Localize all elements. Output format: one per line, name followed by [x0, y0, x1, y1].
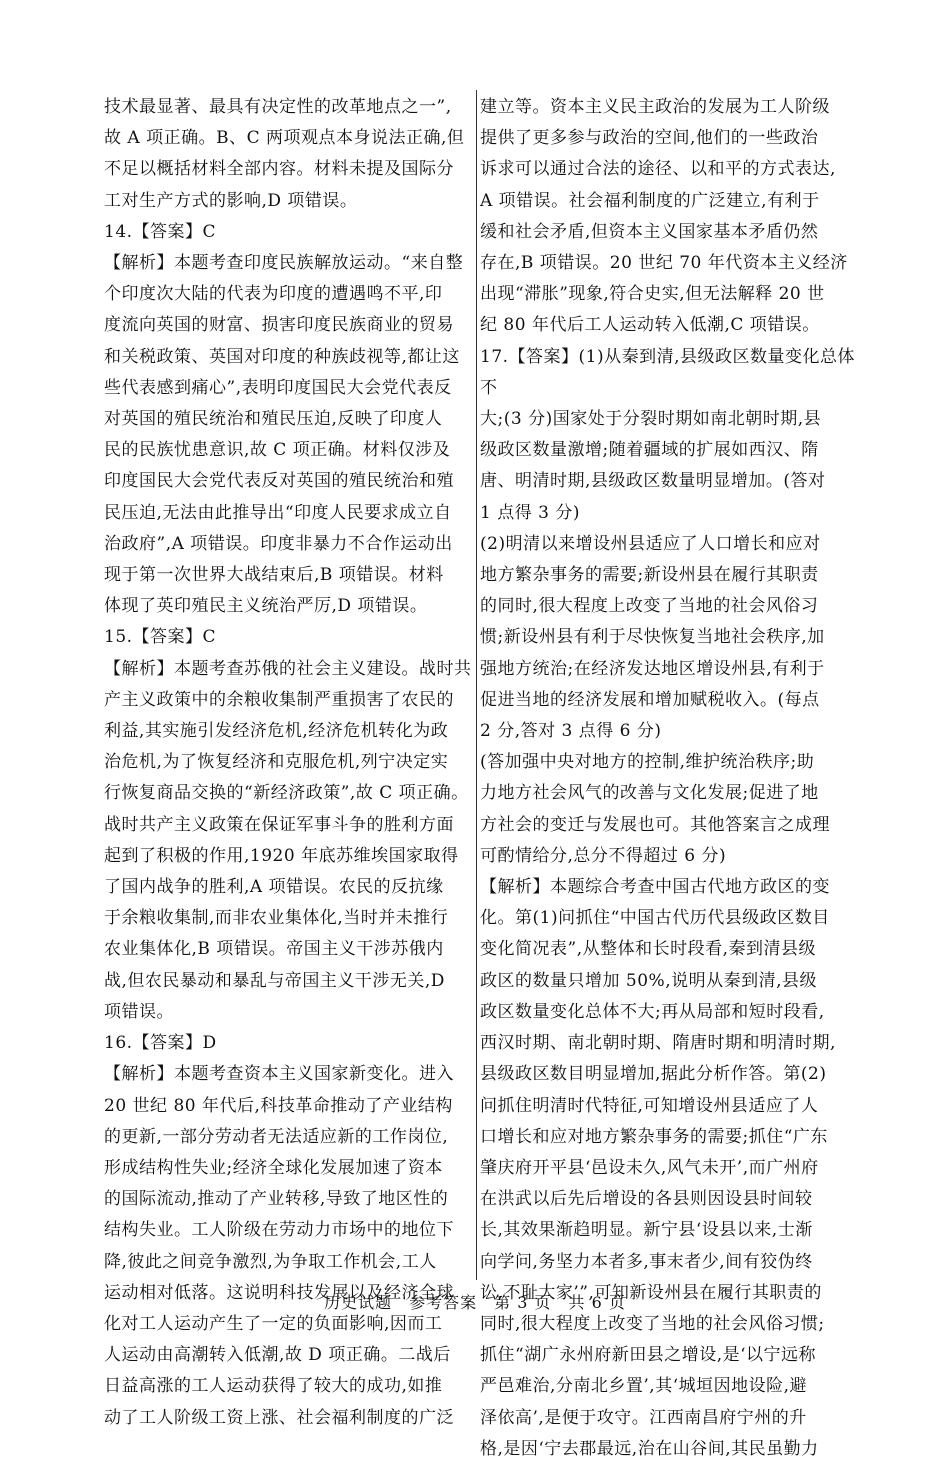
text-line: 问抓住明清时代特征,可知增设州县适应了人 [480, 1095, 819, 1116]
text-line: 于余粮收集制,而非农业集体化,当时并未推行 [104, 908, 449, 929]
text-line: 大;(3 分)国家处于分裂时期如南北朝时期,县 [480, 409, 822, 430]
text-line: 工对生产方式的影响,D 项错误。 [104, 190, 358, 211]
text-line: 17.【答案】(1)从秦到清,县级政区数量变化总体不 [480, 346, 856, 398]
text-line: 同时,很大程度上改变了当地的社会风俗习惯; [480, 1313, 825, 1334]
text-line: 和关税政策、英国对印度的种族歧视等,都让这 [104, 346, 460, 367]
text-line: 讼,不耻大家’”,可知新设州县在履行其职责的 [480, 1282, 822, 1303]
text-line: 民的民族忧患意识,故 C 项正确。材料仅涉及 [104, 440, 451, 461]
text-line: (2)明清以来增设州县适应了人口增长和应对 [480, 533, 821, 554]
text-line: 运动相对低落。这说明科技发展以及经济全球 [104, 1282, 454, 1303]
text-line: 诉求可以通过合法的途径、以和平的方式表达, [480, 159, 836, 180]
left-column [104, 92, 472, 1434]
text-line: 【解析】本题考查资本主义国家新变化。进入 [104, 1064, 454, 1085]
text-line: 存在,B 项错误。20 世纪 70 年代资本主义经济 [480, 253, 848, 274]
text-line: 了国内战争的胜利,A 项错误。农民的反抗缘 [104, 877, 444, 898]
text-line: 提供了更多参与政治的空间,他们的一些政治 [480, 128, 819, 149]
text-line: 现于第一次世界大战结束后,B 项错误。材料 [104, 565, 444, 586]
text-line: 力地方社会风气的改善与文化发展;促进了地 [480, 783, 819, 804]
text-line: 民压迫,无法由此推导出“印度人民要求成立自 [104, 502, 452, 523]
text-line: 的同时,很大程度上改变了当地的社会风俗习 [480, 596, 819, 617]
text-line: (答加强中央对地方的控制,维护统治秩序;助 [480, 752, 815, 773]
text-line: 化对工人运动产生了一定的负面影响,因而工 [104, 1313, 443, 1334]
text-line: 缓和社会矛盾,但资本主义国家基本矛盾仍然 [480, 221, 819, 242]
text-line: 唐、明清时期,县级政区数量明显增加。(答对 [480, 471, 826, 492]
text-line: 行恢复商品交换的“新经济政策”,故 C 项正确。 [104, 783, 469, 804]
text-line: 的更新,一部分劳动者无法适应新的工作岗位, [104, 1126, 449, 1147]
text-line: 泽依高’,是便于攻守。江西南昌府宁州的升 [480, 1407, 807, 1428]
text-line: 强地方统治;在经济发达地区增设州县,有利于 [480, 658, 825, 679]
text-line: 肇庆府开平县‘邑设未久,风气未开’,而广州府 [480, 1157, 819, 1178]
text-line: 16.【答案】D [104, 1033, 217, 1054]
text-line: 政区的数量只增加 50%,说明从秦到清,县级 [480, 970, 817, 991]
text-line: 级政区数量激增;随着疆域的扩展如西汉、隋 [480, 440, 819, 461]
text-line: 方社会的变迁与发展也可。其他答案言之成理 [480, 814, 830, 835]
text-line: 故 A 项正确。B、C 两项观点本身说法正确,但 [104, 128, 465, 149]
text-line: 口增长和应对地方繁杂事务的需要;抓住“广东 [480, 1126, 828, 1147]
page-footer: 历史试题 参考答案 第 3 页 共 6 页 [324, 1293, 626, 1312]
text-line: 化。第(1)问抓住“中国古代历代县级政区数目 [480, 908, 830, 929]
text-line: 【解析】本题考查苏俄的社会主义建设。战时共 [104, 658, 472, 679]
text-line: 人运动由高潮转入低潮,故 D 项正确。二战后 [104, 1345, 451, 1366]
text-line: 长,其效果渐趋明显。新宁县‘设县以来,士渐 [480, 1220, 813, 1241]
text-line: 地方繁杂事务的需要;新设州县在履行其职责 [480, 565, 819, 586]
text-line: 对英国的殖民统治和殖民压迫,反映了印度人 [104, 409, 443, 430]
text-line: 1 点得 3 分) [480, 502, 580, 523]
text-line: 度流向英国的财富、损害印度民族商业的贸易 [104, 315, 454, 336]
text-line: 格,是因‘宁去郡最远,治在山谷间,其民虽勤力 [480, 1438, 819, 1459]
text-line: 技术最显著、最具有决定性的改革地点之一”, [104, 97, 452, 117]
text-line: A 项错误。社会福利制度的广泛建立,有利于 [480, 190, 820, 211]
text-line: 在洪武以后先后增设的各县则因设县时间较 [480, 1189, 813, 1210]
text-line: 形成结构性失业;经济全球化发展加速了资本 [104, 1157, 443, 1178]
text-line: 向学问,务坚力本者多,事末者少,间有狡伪终 [480, 1251, 813, 1272]
text-line: 结构失业。工人阶级在劳动力市场中的地位下 [104, 1220, 454, 1241]
right-column [480, 92, 856, 1465]
text-line: 动了工人阶级工资上涨、社会福利制度的广泛 [104, 1407, 454, 1428]
text-line: 可酌情给分,总分不得超过 6 分) [480, 845, 727, 866]
text-line: 变化简况表”,从整体和长时段看,秦到清县级 [480, 939, 816, 960]
text-line: 降,彼此之间竞争激烈,为争取工作机会,工人 [104, 1251, 437, 1272]
text-line: 【解析】本题考查印度民族解放运动。“来自整 [104, 253, 464, 274]
text-line: 印度国民大会党代表反对英国的殖民统治和殖 [104, 471, 454, 492]
text-line: 日益高涨的工人运动获得了较大的成功,如推 [104, 1376, 443, 1397]
text-line: 产主义政策中的余粮收集制严重损害了农民的 [104, 689, 454, 710]
text-line: 起到了积极的作用,1920 年底苏维埃国家取得 [104, 845, 459, 866]
text-line: 不足以概括材料全部内容。材料未提及国际分 [104, 159, 454, 180]
text-line: 战,但农民暴动和暴乱与帝国主义干涉无关,D [104, 970, 445, 991]
text-line: 体现了英印殖民主义统治严厉,D 项错误。 [104, 596, 428, 617]
text-line: 项错误。 [104, 1001, 174, 1022]
text-line: 治政府”,A 项错误。印度非暴力不合作运动出 [104, 533, 453, 554]
text-line: 个印度次大陆的代表为印度的遭遇鸣不平,印 [104, 284, 443, 305]
text-line: 政区数量变化总体不大;再从局部和短时段看, [480, 1001, 825, 1022]
text-line: 农业集体化,B 项错误。帝国主义干涉苏俄内 [104, 939, 444, 960]
text-line: 利益,其实施引发经济危机,经济危机转化为政 [104, 721, 449, 742]
text-line: 2 分,答对 3 点得 6 分) [480, 721, 662, 742]
text-line: 14.【答案】C [104, 221, 217, 242]
text-line: 建立等。资本主义民主政治的发展为工人阶级 [480, 97, 830, 117]
text-line: 促进当地的经济发展和增加赋税收入。(每点 [480, 689, 820, 710]
text-line: 抓住“湖广永州府新田县之增设,是‘以宁远称 [480, 1345, 816, 1366]
text-line: 15.【答案】C [104, 627, 217, 648]
text-line: 纪 80 年代后工人运动转入低潮,C 项错误。 [480, 315, 820, 336]
text-line: 【解析】本题综合考查中国古代地方政区的变 [480, 877, 830, 898]
text-line: 20 世纪 80 年代后,科技革命推动了产业结构 [104, 1095, 453, 1116]
text-line: 县级政区数目明显增加,据此分析作答。第(2) [480, 1064, 827, 1085]
text-line: 治危机,为了恢复经济和克服危机,列宁决定实 [104, 752, 449, 773]
text-line: 战时共产主义政策在保证军事斗争的胜利方面 [104, 814, 454, 835]
text-line: 些代表感到痛心”,表明印度国民大会党代表反 [104, 377, 452, 398]
text-line: 西汉时期、南北朝时期、隋唐时期和明清时期, [480, 1033, 836, 1054]
text-line: 严邑难治,分南北乡置’,其‘城垣因地设险,避 [480, 1376, 808, 1397]
column-divider [476, 90, 477, 1280]
text-line: 出现“滞胀”现象,符合史实,但无法解释 20 世 [480, 284, 825, 305]
text-line: 的国际流动,推动了产业转移,导致了地区性的 [104, 1189, 449, 1210]
text-line: 惯;新设州县有利于尽快恢复当地社会秩序,加 [480, 627, 825, 648]
